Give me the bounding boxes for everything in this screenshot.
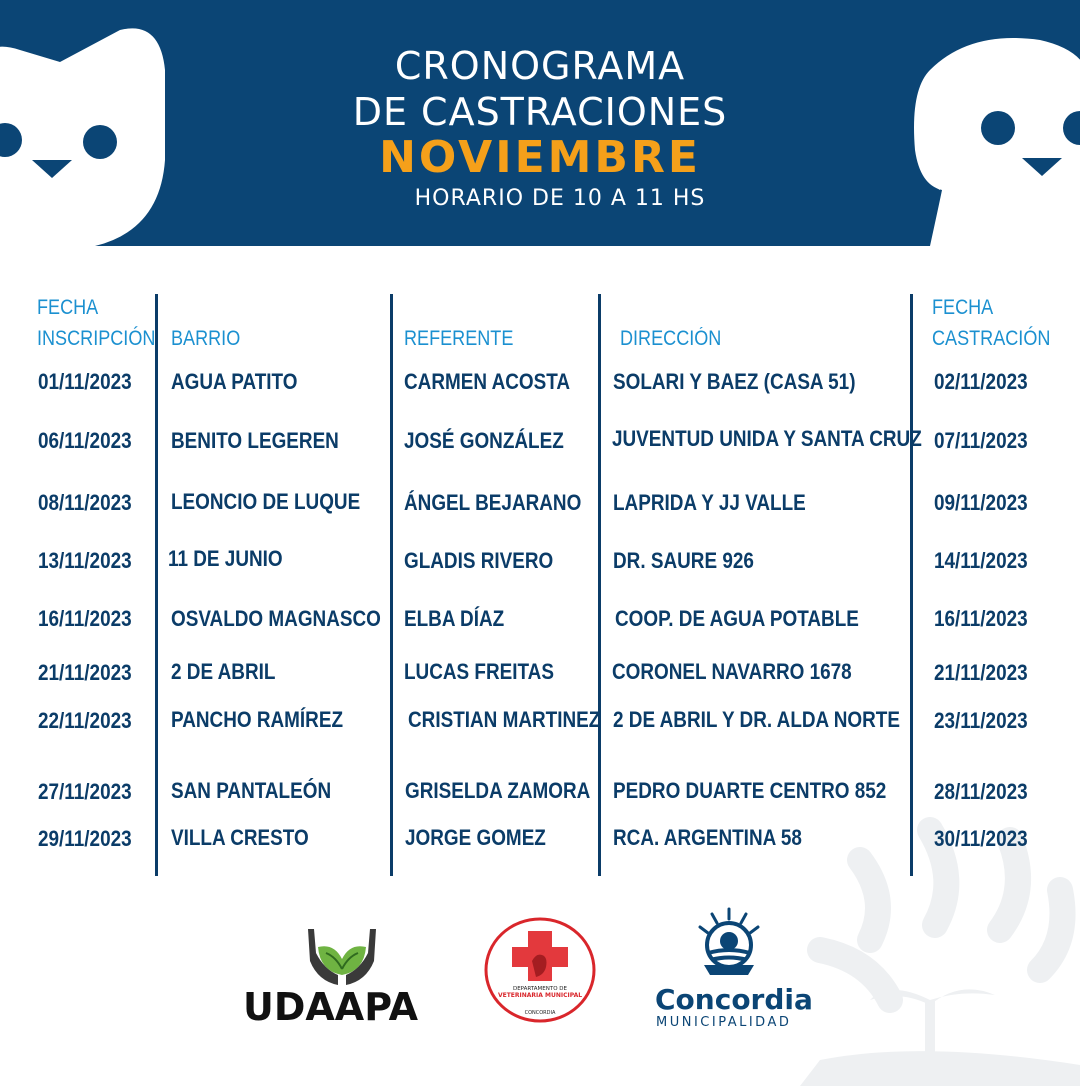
cell-inscripcion: 27/11/2023	[38, 779, 132, 804]
cell-barrio: OSVALDO MAGNASCO	[171, 606, 381, 631]
column-header-fecha-castracion	[932, 292, 1050, 354]
cell-direccion: CORONEL NAVARRO 1678	[612, 659, 852, 684]
cell-inscripcion: 21/11/2023	[38, 660, 132, 685]
cell-referente: ÁNGEL BEJARANO	[404, 490, 582, 515]
cell-barrio: 11 DE JUNIO	[168, 546, 283, 571]
cell-barrio: 2 DE ABRIL	[171, 659, 276, 684]
vet-text-line3: CONCORDIA	[524, 1010, 556, 1016]
cell-direccion: PEDRO DUARTE CENTRO 852	[613, 778, 887, 803]
watermark-sun-icon	[760, 800, 1080, 1086]
cell-castracion: 09/11/2023	[934, 490, 1028, 515]
cell-inscripcion: 16/11/2023	[38, 606, 132, 631]
column-header-direccion: DIRECCIÓN	[620, 327, 722, 350]
cell-inscripcion: 06/11/2023	[38, 428, 132, 453]
cell-inscripcion: 29/11/2023	[38, 826, 132, 851]
column-header-line: CASTRACIÓN	[932, 327, 1051, 350]
veterinaria-logo-icon	[484, 917, 596, 1023]
cell-barrio: AGUA PATITO	[171, 369, 298, 394]
cell-castracion: 16/11/2023	[934, 606, 1028, 631]
cell-referente: JOSÉ GONZÁLEZ	[404, 428, 564, 453]
cell-castracion: 30/11/2023	[934, 826, 1028, 851]
cell-referente: GLADIS RIVERO	[404, 548, 554, 573]
column-divider	[910, 294, 913, 876]
cell-inscripcion: 01/11/2023	[38, 369, 132, 394]
month-title: NOVIEMBRE	[379, 132, 701, 183]
cell-direccion: SOLARI Y BAEZ (CASA 51)	[613, 369, 856, 394]
column-header-line: FECHA	[932, 296, 994, 319]
title-line-2: DE CASTRACIONES	[352, 90, 728, 134]
title-line-1: CRONOGRAMA	[394, 44, 686, 88]
cell-barrio: SAN PANTALEÓN	[171, 778, 332, 803]
cell-referente: GRISELDA ZAMORA	[405, 778, 591, 803]
cell-castracion: 23/11/2023	[934, 708, 1028, 733]
column-divider	[155, 294, 158, 876]
cell-referente: LUCAS FREITAS	[404, 659, 554, 684]
udaapa-hands-icon	[304, 925, 380, 987]
column-header-barrio: BARRIO	[171, 327, 241, 350]
cell-direccion: 2 DE ABRIL Y DR. ALDA NORTE	[613, 707, 900, 732]
cell-referente: ELBA DÍAZ	[404, 606, 505, 631]
cell-referente: CARMEN ACOSTA	[404, 369, 571, 394]
cell-castracion: 07/11/2023	[934, 428, 1028, 453]
udaapa-logo-text: UDAAPA	[243, 985, 418, 1029]
cell-inscripcion: 22/11/2023	[38, 708, 132, 733]
column-divider	[390, 294, 393, 876]
cell-inscripcion: 08/11/2023	[38, 490, 132, 515]
cell-barrio: PANCHO RAMÍREZ	[171, 707, 344, 732]
cell-direccion: JUVENTUD UNIDA Y SANTA CRUZ	[612, 426, 922, 451]
cell-referente: CRISTIAN MARTINEZ	[408, 707, 601, 732]
column-header-fecha-inscripcion	[37, 292, 155, 354]
cell-castracion: 02/11/2023	[934, 369, 1028, 394]
concordia-sun-icon	[690, 905, 768, 979]
cell-direccion: COOP. DE AGUA POTABLE	[615, 606, 859, 631]
municipalidad-logo-text: MUNICIPALIDAD	[656, 1015, 792, 1030]
cell-inscripcion: 13/11/2023	[38, 548, 132, 573]
vet-text-line2: VETERINARIA MUNICIPAL	[497, 992, 583, 999]
cell-direccion: DR. SAURE 926	[613, 548, 754, 573]
header-banner	[0, 0, 1080, 246]
cell-castracion: 28/11/2023	[934, 779, 1028, 804]
column-divider	[598, 294, 601, 876]
cell-referente: JORGE GOMEZ	[405, 825, 546, 850]
concordia-logo-text: Concordia	[655, 983, 813, 1016]
cell-direccion: LAPRIDA Y JJ VALLE	[613, 490, 806, 515]
cell-barrio: LEONCIO DE LUQUE	[171, 489, 361, 514]
column-header-line: INSCRIPCIÓN	[37, 327, 156, 350]
column-header-line: FECHA	[37, 296, 99, 319]
cell-castracion: 21/11/2023	[934, 660, 1028, 685]
cell-castracion: 14/11/2023	[934, 548, 1028, 573]
column-header-referente: REFERENTE	[404, 327, 514, 350]
cell-direccion: RCA. ARGENTINA 58	[613, 825, 802, 850]
cell-barrio: VILLA CRESTO	[171, 825, 309, 850]
vet-text-line1: DEPARTAMENTO DE	[512, 986, 568, 992]
cell-barrio: BENITO LEGEREN	[171, 428, 339, 453]
schedule-text: HORARIO DE 10 A 11 HS	[414, 186, 706, 211]
